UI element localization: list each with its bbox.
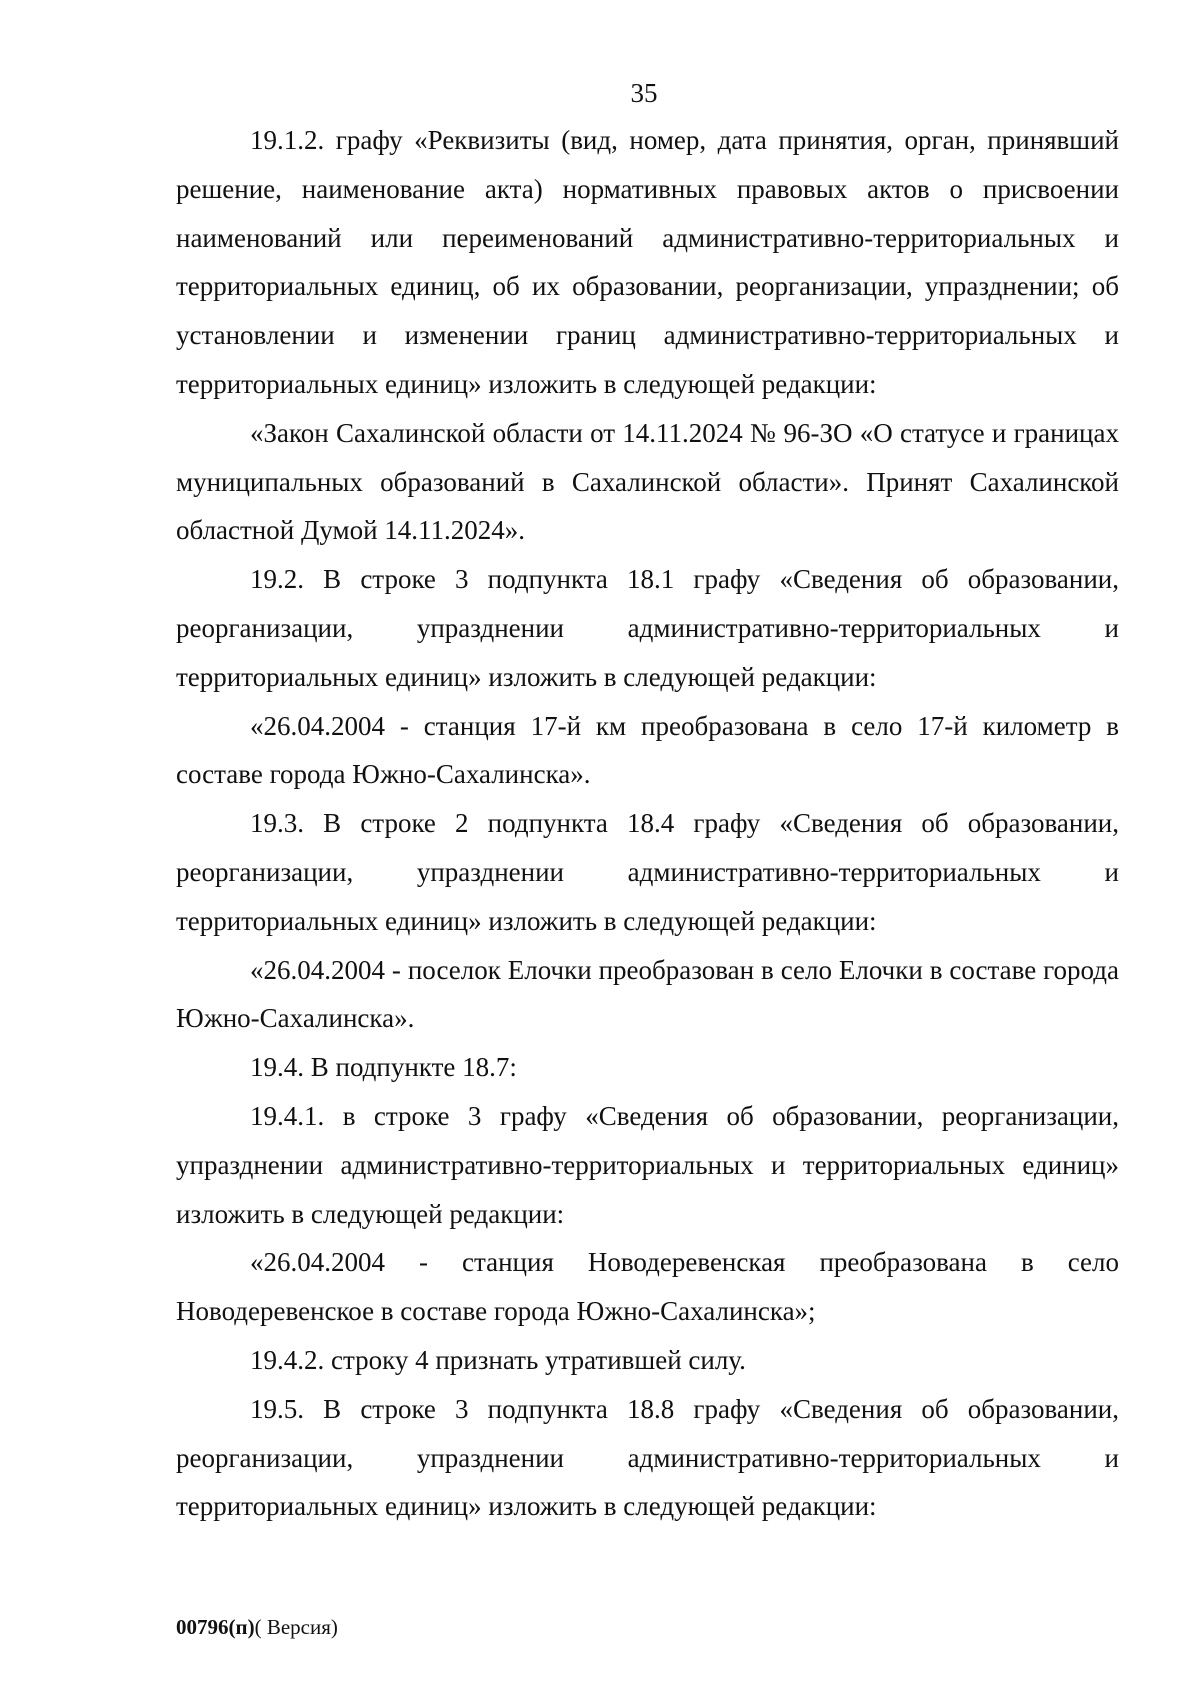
document-footer-code — [176, 1614, 338, 1640]
paragraph-19-4-1-quote: «26.04.2004 - станция Новодеревенская преобразована в село Новодеревенское в составе города Южно-Сахалинска»; — [176, 1247, 1119, 1327]
paragraph-19-5: 19.5. В строке 3 подпункта 18.8 графу «Сведения об образовании, реорганизации, упразднении административно-территориальных и территориальных единиц» изложить в следующей редакции: — [176, 1393, 1119, 1522]
paragraph-19-1-2: 19.1.2. графу «Реквизиты (вид, номер, дата принятия, орган, принявший решение, наименование акта) нормативных правовых актов о присвоении наименований или переименований административно-территориальных и территориальных единиц, об их образовании, реорганизации, упразднении; об установлении и изменении границ административно-территориальных и территориальных единиц» изложить в следующей редакции: — [176, 125, 1119, 399]
document-body — [176, 116, 1119, 1531]
page-number: 35 — [630, 78, 658, 108]
paragraph-19-3: 19.3. В строке 2 подпункта 18.4 графу «Сведения об образовании, реорганизации, упразднении административно-территориальных и территориальных единиц» изложить в следующей редакции: — [176, 808, 1119, 936]
paragraph-19-3-quote: «26.04.2004 - поселок Елочки преобразован в село Елочки в составе города Южно-Сахалинска». — [176, 954, 1119, 1034]
paragraph-19-4-2: 19.4.2. строку 4 признать утратившей силу. — [250, 1344, 746, 1375]
paragraph-19-4-1: 19.4.1. в строке 3 графу «Сведения об образовании, реорганизации, упразднении административно-территориальных и территориальных единиц» изложить в следующей редакции: — [176, 1100, 1119, 1229]
paragraph-law-quote: «Закон Сахалинской области от 14.11.2024 № 96-ЗО «О статусе и границах муниципальных образований в Сахалинской области». Принят Сахалинской областной Думой 14.11.2024». — [176, 417, 1119, 546]
document-version: ( Версия) — [254, 1615, 338, 1639]
paragraph-19-2-quote: «26.04.2004 - станция 17-й км преобразована в село 17-й километр в составе города Южно-Сахалинска». — [176, 710, 1119, 790]
paragraph-19-4: 19.4. В подпункте 18.7: — [250, 1052, 517, 1083]
paragraph-19-2: 19.2. В строке 3 подпункта 18.1 графу «Сведения об образовании, реорганизации, упразднении административно-территориальных и территориальных единиц» изложить в следующей редакции: — [176, 564, 1119, 692]
document-code: 00796(п) — [176, 1615, 255, 1639]
